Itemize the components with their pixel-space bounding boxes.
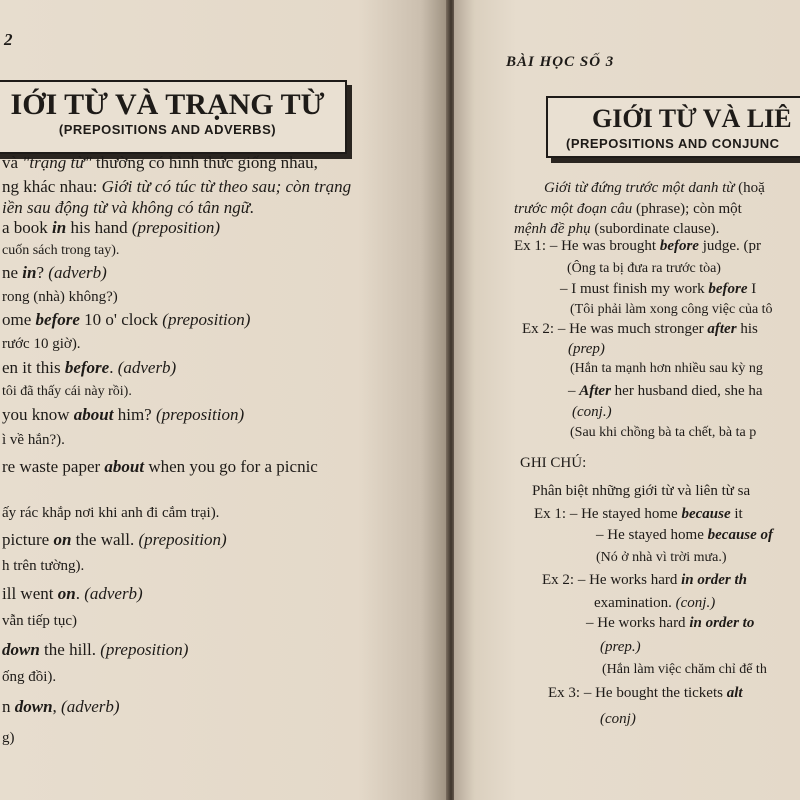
- text-segment: g): [2, 730, 15, 746]
- text-segment: (hoặ: [734, 180, 765, 196]
- right-line: [572, 402, 612, 422]
- right-line: [570, 359, 763, 379]
- text-segment: (Ông ta bị đưa ra trước tòa): [567, 261, 721, 276]
- text-segment: when you go for a picnic: [144, 457, 318, 476]
- left-line: [2, 287, 118, 307]
- left-line: [2, 697, 120, 717]
- text-segment: examination.: [594, 595, 676, 611]
- left-line: [2, 457, 318, 477]
- text-segment: ấy rác khắp nơi khi anh đi cắm trại).: [2, 505, 220, 521]
- right-line: [544, 178, 765, 198]
- emphasized-text: trước một đoạn câu: [514, 201, 633, 217]
- text-segment: ne: [2, 263, 23, 282]
- left-line: [2, 382, 132, 402]
- text-segment: – I must finish my work: [560, 281, 709, 297]
- text-segment: ome: [2, 310, 36, 329]
- emphasized-text: in: [52, 218, 67, 237]
- right-line: [534, 504, 743, 524]
- right-line: [542, 570, 747, 590]
- text-segment: tôi đã thấy cái này rồi).: [2, 384, 132, 399]
- emphasized-text: Giới từ đứng trước một: [544, 180, 689, 196]
- right-line: [568, 381, 763, 401]
- emphasized-text: After: [579, 383, 611, 399]
- text-segment: I: [747, 281, 757, 297]
- left-title-box: [0, 80, 347, 154]
- text-segment: ì về hắn?).: [2, 432, 65, 448]
- right-line: [600, 637, 641, 657]
- emphasized-text: mệnh đề phụ: [514, 221, 591, 237]
- emphasized-text: danh từ: [688, 180, 735, 196]
- text-segment: picture: [2, 530, 54, 549]
- text-segment: (Sau khi chồng bà ta chết, bà ta p: [570, 425, 757, 440]
- emphasized-text: (prep): [568, 341, 605, 357]
- text-segment: rước 10 giờ).: [2, 336, 81, 352]
- emphasized-text: (preposition): [131, 218, 221, 237]
- left-line: [2, 584, 143, 604]
- left-line: [2, 728, 15, 748]
- right-line: [602, 660, 767, 680]
- text-segment: – He works hard: [586, 615, 690, 631]
- emphasized-text: on: [57, 584, 76, 603]
- left-line: [2, 153, 318, 173]
- text-segment: ng khác nhau:: [2, 177, 102, 196]
- left-line: [2, 218, 220, 238]
- emphasized-text: (conj.): [572, 404, 612, 420]
- text-segment: (Tôi phải làm xong công việc của tô: [570, 302, 773, 317]
- right-line: [520, 453, 586, 473]
- left-line: [2, 241, 119, 261]
- text-segment: judge. (pr: [698, 238, 762, 254]
- emphasized-text: after: [707, 321, 737, 337]
- right-line: [600, 709, 636, 729]
- text-segment: thường có hình thức giống nhau,: [91, 153, 318, 172]
- left-line: [2, 667, 56, 687]
- lesson-header: BÀI HỌC SỐ 3: [506, 54, 615, 70]
- emphasized-text: (preposition): [162, 310, 251, 329]
- right-line: [567, 259, 721, 279]
- text-segment: ill went: [2, 584, 58, 603]
- emphasized-text: because: [681, 506, 731, 522]
- emphasized-text: iền sau động từ và không có tân ngữ.: [2, 198, 255, 217]
- emphasized-text: because of: [707, 527, 774, 543]
- text-segment: her husband died, she ha: [610, 383, 763, 399]
- right-page: [454, 0, 800, 800]
- emphasized-text: before: [35, 310, 80, 329]
- left-line: [2, 556, 84, 576]
- left-line: [2, 503, 219, 523]
- right-line: [570, 300, 773, 320]
- text-segment: you know: [2, 405, 74, 424]
- text-segment: (Hắn ta mạnh hơn nhiều sau kỳ ng: [570, 361, 763, 376]
- right-line: [560, 279, 756, 299]
- emphasized-text: in order th: [681, 572, 747, 588]
- text-segment: (subordinate clause).: [590, 221, 720, 237]
- right-line: [596, 548, 726, 568]
- emphasized-text: (adverb): [117, 358, 177, 377]
- left-line: [2, 430, 65, 450]
- emphasized-text: on: [53, 530, 72, 549]
- right-line: [596, 525, 773, 545]
- emphasized-text: in order to: [689, 615, 755, 631]
- left-line: [2, 611, 77, 631]
- right-line: [586, 613, 754, 633]
- text-segment: Ex 1: – He stayed home: [534, 506, 682, 522]
- emphasized-text: (adverb): [61, 697, 120, 716]
- text-segment: Phân biệt những giới từ và liên từ sa: [532, 483, 751, 499]
- left-line: [2, 405, 244, 425]
- emphasized-text: down: [2, 640, 40, 659]
- text-segment: h trên tường).: [2, 558, 85, 574]
- emphasized-text: down: [14, 697, 53, 716]
- text-segment: Ex 1: – He was brought: [514, 238, 660, 254]
- right-line: [570, 423, 756, 443]
- text-segment: ?: [36, 263, 49, 282]
- text-segment: ống đồi).: [2, 669, 57, 685]
- text-segment: the wall.: [71, 530, 139, 549]
- text-segment: ,: [52, 697, 62, 716]
- emphasized-text: (conj.): [675, 595, 716, 611]
- text-segment: –: [568, 383, 580, 399]
- emphasized-text: Giới từ có túc từ theo sau; còn trạng: [101, 177, 352, 196]
- text-segment: Ex 3: – He bought the tickets: [548, 685, 727, 701]
- left-title: IỚI TỪ VÀ TRẠNG TỪ: [10, 88, 325, 121]
- emphasized-text: (preposition): [138, 530, 227, 549]
- emphasized-text: (adverb): [84, 584, 143, 603]
- emphasized-text: (conj): [600, 711, 636, 727]
- text-segment: .: [109, 358, 118, 377]
- emphasized-text: before: [659, 238, 699, 254]
- text-segment: n: [2, 697, 15, 716]
- right-title: GIỚI TỪ VÀ LIÊ: [592, 104, 792, 133]
- right-subtitle: (PREPOSITIONS AND CONJUNC: [566, 136, 780, 151]
- emphasized-text: "trạng từ": [22, 153, 92, 172]
- left-line: [2, 530, 227, 550]
- right-title-box: [546, 96, 800, 158]
- text-segment: his: [736, 321, 758, 337]
- text-segment: .: [75, 584, 85, 603]
- text-segment: his hand: [66, 218, 132, 237]
- text-segment: a book: [2, 218, 53, 237]
- text-segment: Ex 2: – He works hard: [542, 572, 682, 588]
- emphasized-text: (preposition): [100, 640, 189, 659]
- right-line: [568, 339, 605, 359]
- left-line: [2, 640, 188, 660]
- text-segment: – He stayed home: [596, 527, 708, 543]
- emphasized-text: about: [104, 457, 145, 476]
- text-segment: và: [2, 153, 23, 172]
- text-segment: it: [730, 506, 743, 522]
- right-line: [514, 236, 761, 256]
- emphasized-text: alt: [726, 685, 743, 701]
- page-number: 2: [4, 30, 14, 49]
- text-segment: rong (nhà) không?): [2, 289, 118, 305]
- text-segment: GHI CHÚ:: [520, 455, 587, 471]
- text-segment: (phrase); còn một: [632, 201, 742, 217]
- text-segment: (Nó ở nhà vì trời mưa.): [596, 550, 727, 565]
- emphasized-text: about: [73, 405, 114, 424]
- right-line: [514, 199, 742, 219]
- left-line: [2, 177, 351, 197]
- text-segment: Ex 2: – He was much stronger: [522, 321, 708, 337]
- left-line: [2, 198, 254, 218]
- text-segment: the hill.: [39, 640, 101, 659]
- right-line: [522, 319, 758, 339]
- emphasized-text: (prep.): [600, 639, 641, 655]
- text-segment: re waste paper: [2, 457, 105, 476]
- emphasized-text: before: [64, 358, 110, 377]
- right-line: [548, 683, 743, 703]
- emphasized-text: before: [708, 281, 748, 297]
- text-segment: (Hắn làm việc chăm chỉ để th: [602, 662, 767, 677]
- left-line: [2, 358, 176, 378]
- emphasized-text: in: [22, 263, 37, 282]
- text-segment: en it this: [2, 358, 65, 377]
- left-subtitle: (PREPOSITIONS AND ADVERBS): [58, 122, 277, 137]
- text-segment: him?: [113, 405, 156, 424]
- text-segment: 10 o' clock: [79, 310, 163, 329]
- left-line: [2, 334, 81, 354]
- left-line: [2, 310, 250, 330]
- right-line: [532, 481, 750, 501]
- left-line: [2, 263, 107, 283]
- text-segment: vẫn tiếp tục): [2, 613, 77, 629]
- emphasized-text: (adverb): [48, 263, 107, 282]
- emphasized-text: (preposition): [155, 405, 245, 424]
- text-segment: cuốn sách trong tay).: [2, 243, 120, 258]
- right-line: [594, 593, 715, 613]
